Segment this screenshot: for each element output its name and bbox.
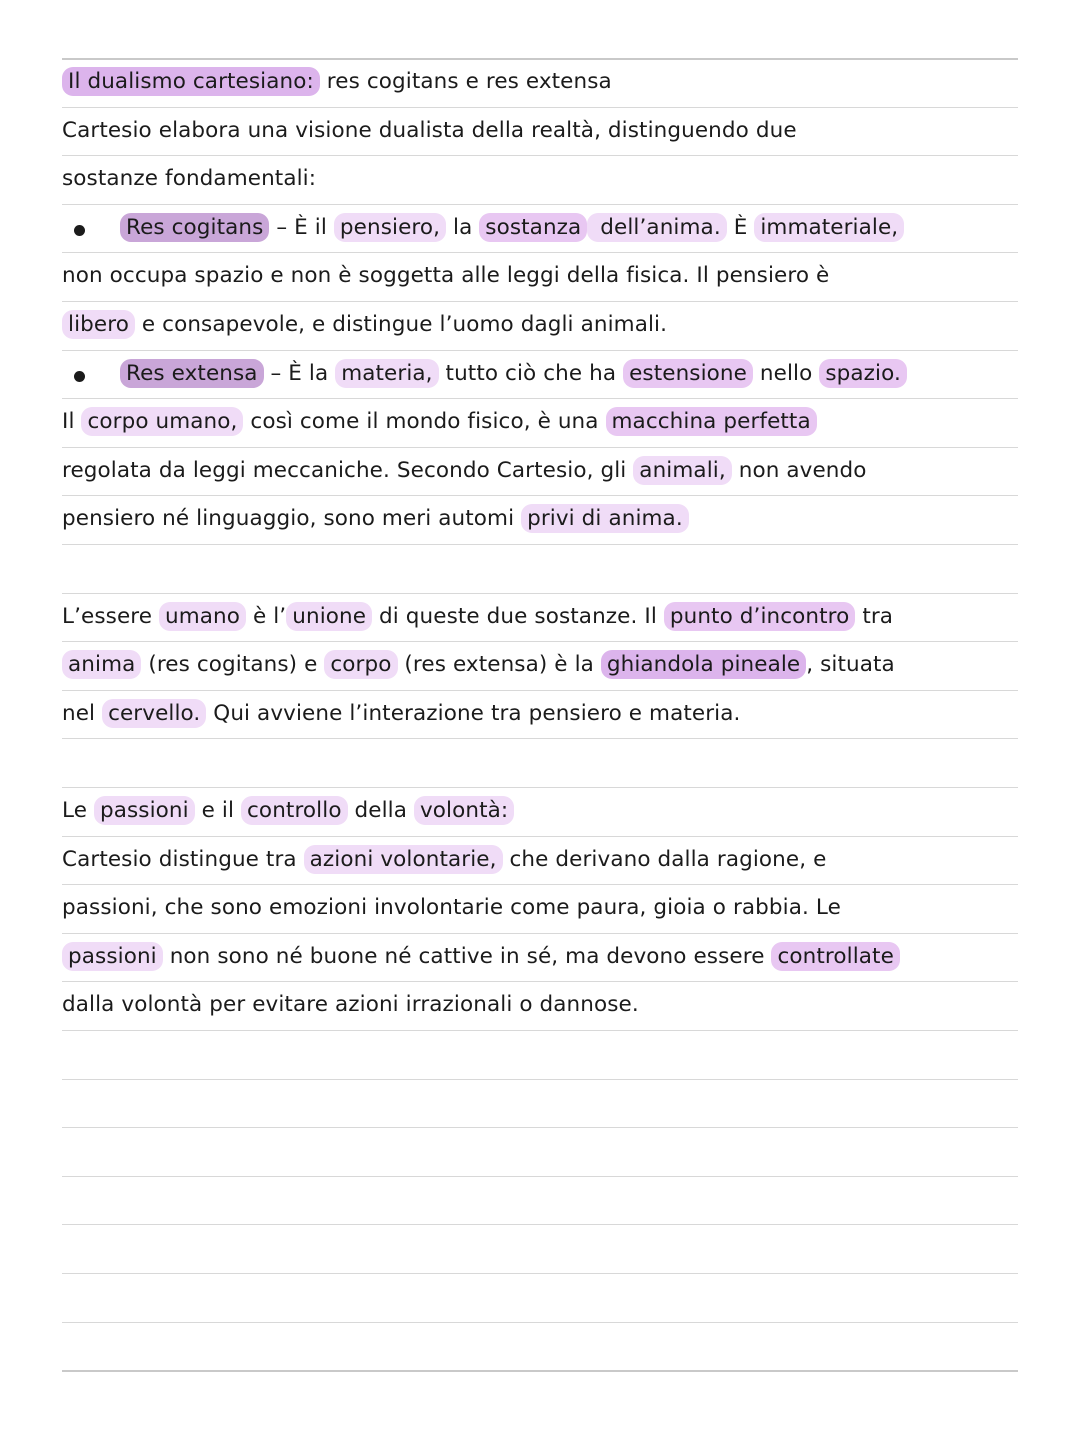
bullet-dot-icon — [74, 371, 85, 382]
rule-line — [62, 1370, 1018, 1372]
highlighted-text: materia, — [335, 359, 438, 388]
text-line — [62, 398, 1018, 447]
plain-text: nel — [62, 700, 103, 726]
plain-text: Cartesio elabora una visione dualista della realtà, distinguendo due — [62, 117, 797, 143]
highlighted-text: animali, — [633, 456, 731, 485]
rule-line — [62, 1079, 1018, 1080]
highlighted-text: punto d’incontro — [664, 602, 856, 631]
note-content — [62, 0, 1018, 1030]
plain-text: dalla volontà per evitare azioni irrazionali o dannose. — [62, 992, 639, 1018]
plain-text: non avendo — [731, 457, 867, 483]
plain-text: L’essere — [62, 603, 159, 629]
plain-text: Qui avviene l’interazione tra pensiero e materia. — [206, 700, 741, 726]
highlighted-text: azioni volontarie, — [304, 845, 503, 874]
highlighted-text: controllate — [771, 942, 899, 971]
text-line — [62, 252, 1018, 301]
highlighted-text: macchina perfetta — [606, 407, 817, 436]
text-line — [62, 301, 1018, 350]
bullet-dot-icon — [74, 225, 85, 236]
plain-text: di queste due sostanze. Il — [372, 603, 664, 629]
plain-text: che derivano dalla ragione, e — [502, 846, 827, 872]
highlighted-text: umano — [159, 602, 246, 631]
highlighted-text: ghiandola pineale — [601, 650, 806, 679]
highlighted-text: unione — [286, 602, 372, 631]
rule-line — [62, 1030, 1018, 1031]
highlighted-text: Il dualismo cartesiano: — [62, 67, 320, 96]
plain-text: e il — [194, 797, 242, 823]
rule-line — [62, 1224, 1018, 1225]
highlighted-text: corpo — [324, 650, 397, 679]
highlighted-text: passioni — [62, 942, 163, 971]
highlighted-text: sostanza — [479, 213, 587, 242]
highlighted-text: estensione — [623, 359, 753, 388]
plain-text: Le — [62, 797, 94, 823]
highlighted-text: Res extensa — [120, 359, 264, 388]
blank-line — [62, 544, 1018, 593]
plain-text: così come il mondo fisico, è una — [243, 409, 606, 435]
plain-text: Cartesio distingue tra — [62, 846, 304, 872]
highlighted-text: immateriale, — [754, 213, 904, 242]
plain-text: della — [347, 797, 414, 823]
text-line — [62, 787, 1018, 836]
blank-line — [62, 738, 1018, 787]
text-line — [62, 447, 1018, 496]
highlighted-text: anima — [62, 650, 141, 679]
bullet-item — [62, 350, 1018, 399]
text-line — [62, 641, 1018, 690]
rule-line — [62, 1176, 1018, 1177]
plain-text: (res cogitans) e — [141, 652, 325, 678]
highlighted-text: Res cogitans — [120, 213, 269, 242]
text-line — [62, 933, 1018, 982]
plain-text: tutto ciò che ha — [438, 360, 624, 386]
plain-text: – È la — [263, 360, 336, 386]
plain-text: nello — [752, 360, 820, 386]
text-line — [62, 884, 1018, 933]
plain-text: regolata da leggi meccaniche. Secondo Cartesio, gli — [62, 457, 634, 483]
plain-text: , situata — [806, 652, 895, 678]
text-line — [62, 58, 1018, 107]
text-line — [62, 593, 1018, 642]
text-line — [62, 107, 1018, 156]
plain-text: la — [446, 214, 480, 240]
highlighted-text: spazio. — [819, 359, 907, 388]
rule-line — [62, 1127, 1018, 1128]
plain-text: sostanze fondamentali: — [62, 166, 317, 192]
highlighted-text: pensiero, — [334, 213, 446, 242]
highlighted-text: cervello. — [102, 699, 206, 728]
highlighted-text: libero — [62, 310, 135, 339]
plain-text: tra — [855, 603, 894, 629]
rule-line — [62, 1322, 1018, 1323]
plain-text: (res extensa) è la — [397, 652, 601, 678]
highlighted-text: dell’anima. — [587, 213, 726, 242]
plain-text: – È il — [269, 214, 334, 240]
highlighted-text: corpo umano, — [81, 407, 243, 436]
plain-text: non occupa spazio e non è soggetta alle leggi della fisica. Il pensiero è — [62, 263, 830, 289]
text-line — [62, 836, 1018, 885]
highlighted-text: controllo — [241, 796, 348, 825]
plain-text: È — [726, 214, 755, 240]
text-line — [62, 690, 1018, 739]
plain-text: Il — [62, 409, 82, 435]
highlighted-text: privi di anima. — [521, 504, 689, 533]
bullet-item — [62, 204, 1018, 253]
text-line — [62, 155, 1018, 204]
rule-line — [62, 1273, 1018, 1274]
plain-text: e consapevole, e distingue l’uomo dagli animali. — [134, 311, 668, 337]
plain-text: pensiero né linguaggio, sono meri automi — [62, 506, 522, 532]
highlighted-text: passioni — [94, 796, 195, 825]
plain-text: non sono né buone né cattive in sé, ma devono essere — [162, 943, 772, 969]
plain-text: res cogitans e res extensa — [319, 69, 612, 94]
highlighted-text: volontà: — [414, 796, 514, 825]
text-line — [62, 981, 1018, 1030]
plain-text: è l’ — [246, 603, 287, 629]
plain-text: passioni, che sono emozioni involontarie come paura, gioia o rabbia. Le — [62, 895, 841, 921]
text-line — [62, 495, 1018, 544]
